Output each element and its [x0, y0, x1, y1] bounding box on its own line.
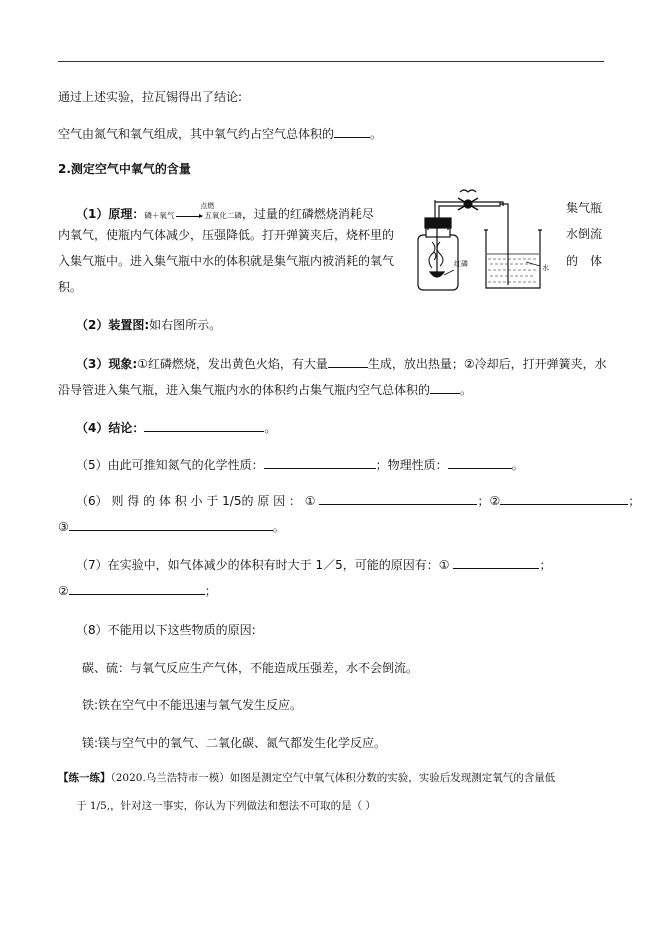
practice-text1: （2020.乌兰浩特市一模）如图是测定空气中氧气体积分数的实验，实验后发现测定氧气的含量低 [110, 772, 556, 784]
q8-magnesium: 镁:镁与空气中的氧气、二氧化碳、氮气都发生化学反应。 [82, 736, 387, 750]
q7-end: ； [204, 584, 217, 598]
conclusion-text: 空气由氮气和氧气组成，其中氧气约占空气总体积的 [58, 127, 335, 141]
phenomenon-blank2[interactable] [430, 382, 460, 394]
q5-blank1[interactable] [264, 457, 376, 469]
principle-side-a: 集气瓶 [566, 201, 603, 215]
gas-bottle [418, 235, 458, 290]
q8-carbon-sulfur: 碳、硫：与氧气反应生产气体，不能造成压强差，水不会倒流。 [82, 661, 419, 675]
q6-sep2: ；② [477, 494, 501, 508]
header-rule [58, 61, 604, 62]
q7-blank2[interactable] [69, 583, 205, 595]
q6-text1: （6） 则 得 的 体 积 小 于 1/5的 原 因 ： ① [76, 494, 316, 508]
phenomenon-text1b: 生成，放出热量；②冷却后，打开弹簧夹，水 [367, 357, 607, 371]
section-title: 2.测定空气中氧气的含量 [58, 162, 191, 176]
reaction-left: 磷＋氧气 [144, 211, 175, 220]
phenomenon-label: （3）现象: [76, 357, 138, 371]
q7-line2 [58, 583, 217, 598]
result-end: 。 [264, 421, 277, 435]
device-line [76, 318, 221, 332]
phenomenon-text2b: 。 [460, 383, 473, 397]
reaction-right: 五氧化二磷 [204, 211, 242, 220]
q5-text2: ；物理性质： [375, 458, 448, 472]
q6-blank3[interactable] [69, 519, 273, 531]
q5-text1: （5）由此可推知氮气的化学性质： [76, 458, 264, 472]
reaction-condition: 点燃 [200, 202, 215, 210]
conclusion-blank[interactable] [334, 126, 370, 138]
q7-mark2: ② [58, 584, 69, 598]
q7-line1 [76, 557, 552, 572]
result-blank[interactable] [144, 420, 264, 432]
conclusion-statement [58, 126, 382, 141]
principle-line1 [76, 202, 374, 221]
result-label: （4）结论： [76, 421, 145, 435]
q6-line1 [76, 493, 640, 508]
q5-line [76, 457, 524, 472]
phenomenon-text1a: ①红磷燃烧，发出黄色火焰，有大量 [137, 357, 328, 371]
q8-iron: 铁:铁在空气中不能迅速与氧气发生反应。 [82, 698, 303, 712]
q6-end: 。 [272, 520, 285, 534]
principle-label: （1）原理： [76, 207, 145, 221]
label-phosphorus: 红磷 [454, 260, 468, 268]
reaction-equation [144, 202, 242, 220]
label-water: 水 [542, 264, 549, 272]
phenomenon-blank1[interactable] [328, 356, 368, 368]
q6-sep3: ； [628, 494, 641, 508]
principle-text1: ，过量的红磷燃烧消耗尽 [241, 207, 374, 221]
reaction-arrow [176, 216, 202, 217]
practice-line1 [58, 772, 555, 785]
q6-line2 [58, 519, 285, 534]
principle-line3: 入集气瓶中。进入集气瓶中水的体积就是集气瓶内被消耗的氧气 [58, 254, 395, 268]
device-label: （2）装置图: [76, 318, 150, 332]
q6-mark3: ③ [58, 520, 69, 534]
result-line [76, 420, 276, 435]
apparatus-figure [408, 180, 564, 296]
principle-line2: 内氧气，使瓶内气体减少，压强降低。打开弹簧夹后，烧杯里的 [58, 228, 395, 242]
q5-blank2[interactable] [448, 457, 512, 469]
device-text: 如右图所示。 [149, 318, 222, 332]
principle-side-c2: 体 [590, 254, 603, 268]
phenomenon-text2a: 沿导管进入集气瓶，进入集气瓶内水的体积约占集气瓶内空气总体积的 [58, 383, 431, 397]
practice-tag: 【练一练】 [58, 772, 111, 784]
q5-end: 。 [511, 458, 524, 472]
q7-sep: ； [539, 558, 552, 572]
principle-side-b: 水倒流 [566, 227, 603, 241]
phenomenon-line2 [58, 382, 472, 397]
q6-blank1[interactable] [319, 493, 477, 505]
principle-line4: 积。 [58, 280, 83, 294]
principle-side-c1: 的 [566, 254, 579, 268]
q6-blank2[interactable] [500, 493, 628, 505]
q8-title: （8）不能用以下这些物质的原因: [76, 623, 256, 637]
phenomenon-line1 [76, 356, 607, 371]
q7-text1: （7）在实验中，如气体减少的体积有时大于 1／5，可能的原因有：① [76, 558, 450, 572]
conclusion-intro: 通过上述实验，拉瓦锡得出了结论: [58, 90, 243, 104]
practice-line2: 于 1/5,，针对这一事实，你认为下列做法和想法不可取的是（ ） [76, 800, 376, 812]
conclusion-end: 。 [370, 127, 383, 141]
q7-blank1[interactable] [453, 557, 539, 569]
